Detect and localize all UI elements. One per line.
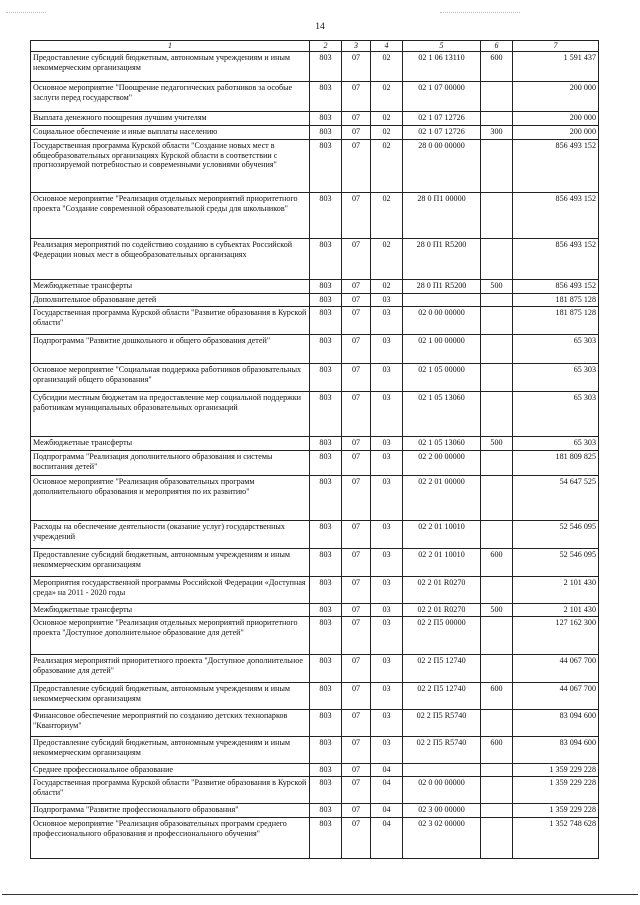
subsection-code: 03 xyxy=(371,655,403,683)
item-name: Подпрограмма "Развитие дошкольного и общего образования детей" xyxy=(31,335,310,364)
section-code: 07 xyxy=(342,126,371,140)
admin-code: 803 xyxy=(310,804,342,818)
admin-code: 803 xyxy=(310,764,342,777)
expense-type-code xyxy=(481,617,513,655)
subsection-code: 03 xyxy=(371,710,403,737)
target-article-code: 02 0 00 00000 xyxy=(403,307,481,335)
amount: 181 875 128 xyxy=(513,294,599,307)
target-article-code: 28 0 П1 R5200 xyxy=(403,280,481,294)
amount: 856 493 152 xyxy=(513,140,599,193)
expense-type-code xyxy=(481,777,513,804)
item-name: Подпрограмма "Развитие профессионального образования" xyxy=(31,804,310,818)
table-row xyxy=(31,710,599,737)
section-code: 07 xyxy=(342,294,371,307)
item-name: Государственная программа Курской области "Развитие образования в Курской области" xyxy=(31,307,310,335)
target-article-code: 02 3 00 00000 xyxy=(403,804,481,818)
section-code: 07 xyxy=(342,364,371,392)
subsection-code: 02 xyxy=(371,82,403,112)
section-code: 07 xyxy=(342,577,371,604)
amount: 856 493 152 xyxy=(513,193,599,239)
admin-code: 803 xyxy=(310,126,342,140)
table-row xyxy=(31,655,599,683)
target-article-code: 02 1 07 12726 xyxy=(403,126,481,140)
subsection-code: 03 xyxy=(371,683,403,710)
item-name: Межбюджетные трансферты xyxy=(31,437,310,451)
scan-artifact xyxy=(440,12,520,14)
amount: 52 546 095 xyxy=(513,549,599,577)
amount: 1 359 229 228 xyxy=(513,764,599,777)
column-number-row xyxy=(31,41,599,52)
item-name: Расходы на обеспечение деятельности (оказание услуг) государственных учреждений xyxy=(31,521,310,549)
item-name: Предоставление субсидий бюджетным, автономным учреждениям и иным некоммерческим организациям xyxy=(31,549,310,577)
expense-type-code xyxy=(481,140,513,193)
column-number: 1 xyxy=(31,41,310,52)
expense-type-code: 600 xyxy=(481,737,513,764)
item-name: Межбюджетные трансферты xyxy=(31,604,310,617)
column-number: 2 xyxy=(310,41,342,52)
amount: 856 493 152 xyxy=(513,239,599,280)
budget-table xyxy=(30,40,599,859)
item-name: Основное мероприятие "Реализация образовательных программ дополнительного образования и мероприятия по их развитию" xyxy=(31,476,310,521)
section-code: 07 xyxy=(342,82,371,112)
expense-type-code xyxy=(481,818,513,859)
subsection-code: 02 xyxy=(371,126,403,140)
table-row xyxy=(31,683,599,710)
expense-type-code xyxy=(481,476,513,521)
target-article-code: 02 1 06 13110 xyxy=(403,52,481,82)
table-row xyxy=(31,140,599,193)
amount: 127 162 300 xyxy=(513,617,599,655)
expense-type-code: 600 xyxy=(481,683,513,710)
subsection-code: 03 xyxy=(371,294,403,307)
table-body xyxy=(31,52,599,859)
table-row xyxy=(31,737,599,764)
table-row xyxy=(31,364,599,392)
section-code: 07 xyxy=(342,52,371,82)
expense-type-code xyxy=(481,294,513,307)
target-article-code: 02 2 П5 12740 xyxy=(403,655,481,683)
subsection-code: 02 xyxy=(371,239,403,280)
target-article-code: 02 1 05 13060 xyxy=(403,437,481,451)
item-name: Предоставление субсидий бюджетным, автономным учреждениям и иным некоммерческим организациям xyxy=(31,683,310,710)
expense-type-code xyxy=(481,655,513,683)
admin-code: 803 xyxy=(310,549,342,577)
target-article-code: 02 2 01 10010 xyxy=(403,549,481,577)
table-row xyxy=(31,307,599,335)
expense-type-code xyxy=(481,764,513,777)
table-row xyxy=(31,294,599,307)
admin-code: 803 xyxy=(310,364,342,392)
admin-code: 803 xyxy=(310,140,342,193)
section-code: 07 xyxy=(342,280,371,294)
amount: 200 000 xyxy=(513,126,599,140)
table-row xyxy=(31,52,599,82)
amount: 83 094 600 xyxy=(513,710,599,737)
target-article-code: 02 2 01 00000 xyxy=(403,476,481,521)
table-row xyxy=(31,82,599,112)
subsection-code: 03 xyxy=(371,335,403,364)
amount: 1 352 748 628 xyxy=(513,818,599,859)
admin-code: 803 xyxy=(310,451,342,476)
subsection-code: 02 xyxy=(371,52,403,82)
amount: 181 809 825 xyxy=(513,451,599,476)
admin-code: 803 xyxy=(310,239,342,280)
section-code: 07 xyxy=(342,683,371,710)
admin-code: 803 xyxy=(310,710,342,737)
subsection-code: 03 xyxy=(371,604,403,617)
expense-type-code: 500 xyxy=(481,280,513,294)
expense-type-code xyxy=(481,364,513,392)
section-code: 07 xyxy=(342,655,371,683)
expense-type-code: 500 xyxy=(481,604,513,617)
admin-code: 803 xyxy=(310,392,342,437)
amount: 200 000 xyxy=(513,82,599,112)
column-number: 3 xyxy=(342,41,371,52)
admin-code: 803 xyxy=(310,437,342,451)
item-name: Социальное обеспечение и иные выплаты населению xyxy=(31,126,310,140)
target-article-code: 02 0 00 00000 xyxy=(403,777,481,804)
subsection-code: 04 xyxy=(371,818,403,859)
bottom-rule xyxy=(2,894,638,895)
section-code: 07 xyxy=(342,764,371,777)
item-name: Реализация мероприятий приоритетного проекта "Доступное дополнительное образование для детей" xyxy=(31,655,310,683)
amount: 54 647 525 xyxy=(513,476,599,521)
expense-type-code: 500 xyxy=(481,437,513,451)
section-code: 07 xyxy=(342,437,371,451)
subsection-code: 04 xyxy=(371,804,403,818)
amount: 44 067 700 xyxy=(513,655,599,683)
page-number: 14 xyxy=(315,22,325,32)
subsection-code: 02 xyxy=(371,140,403,193)
admin-code: 803 xyxy=(310,112,342,126)
admin-code: 803 xyxy=(310,307,342,335)
scan-artifact xyxy=(6,12,46,14)
expense-type-code xyxy=(481,307,513,335)
table-row xyxy=(31,764,599,777)
target-article-code: 02 2 П5 12740 xyxy=(403,683,481,710)
amount: 1 359 229 228 xyxy=(513,777,599,804)
expense-type-code: 600 xyxy=(481,52,513,82)
amount: 65 303 xyxy=(513,437,599,451)
table-row xyxy=(31,335,599,364)
item-name: Межбюджетные трансферты xyxy=(31,280,310,294)
target-article-code: 02 1 05 00000 xyxy=(403,364,481,392)
column-number: 6 xyxy=(481,41,513,52)
section-code: 07 xyxy=(342,549,371,577)
target-article-code: 28 0 П1 00000 xyxy=(403,193,481,239)
amount: 2 101 430 xyxy=(513,577,599,604)
item-name: Среднее профессиональное образование xyxy=(31,764,310,777)
column-number: 4 xyxy=(371,41,403,52)
table-row xyxy=(31,577,599,604)
target-article-code: 02 2 П5 R5740 xyxy=(403,710,481,737)
subsection-code: 04 xyxy=(371,777,403,804)
expense-type-code xyxy=(481,82,513,112)
subsection-code: 03 xyxy=(371,364,403,392)
admin-code: 803 xyxy=(310,476,342,521)
column-number: 7 xyxy=(513,41,599,52)
subsection-code: 03 xyxy=(371,617,403,655)
admin-code: 803 xyxy=(310,521,342,549)
expense-type-code: 600 xyxy=(481,549,513,577)
expense-type-code xyxy=(481,577,513,604)
table-row xyxy=(31,437,599,451)
expense-type-code xyxy=(481,710,513,737)
target-article-code: 28 0 00 00000 xyxy=(403,140,481,193)
table-row xyxy=(31,818,599,859)
amount: 200 000 xyxy=(513,112,599,126)
amount: 65 303 xyxy=(513,364,599,392)
admin-code: 803 xyxy=(310,818,342,859)
subsection-code: 03 xyxy=(371,451,403,476)
item-name: Предоставление субсидий бюджетным, автономным учреждениям и иным некоммерческим организациям xyxy=(31,737,310,764)
target-article-code: 02 1 07 00000 xyxy=(403,82,481,112)
amount: 2 101 430 xyxy=(513,604,599,617)
amount: 52 546 095 xyxy=(513,521,599,549)
table-row xyxy=(31,476,599,521)
section-code: 07 xyxy=(342,737,371,764)
admin-code: 803 xyxy=(310,777,342,804)
target-article-code: 02 2 01 R0270 xyxy=(403,604,481,617)
subsection-code: 03 xyxy=(371,437,403,451)
target-article-code: 02 2 П5 R5740 xyxy=(403,737,481,764)
section-code: 07 xyxy=(342,521,371,549)
item-name: Основное мероприятие "Социальная поддержка работников образовательных организаций общего образования" xyxy=(31,364,310,392)
section-code: 07 xyxy=(342,804,371,818)
expense-type-code xyxy=(481,112,513,126)
target-article-code: 02 2 П5 00000 xyxy=(403,617,481,655)
expense-type-code xyxy=(481,335,513,364)
item-name: Основное мероприятие "Реализация образовательных программ среднего профессионального образования и профессионального обучения" xyxy=(31,818,310,859)
table-row xyxy=(31,804,599,818)
item-name: Государственная программа Курской области "Развитие образования в Курской области" xyxy=(31,777,310,804)
item-name: Подпрограмма "Реализация дополнительного образования и системы воспитания детей" xyxy=(31,451,310,476)
target-article-code: 02 2 01 10010 xyxy=(403,521,481,549)
item-name: Государственная программа Курской области "Создание новых мест в общеобразовательных организациях Курской области в соответствии с прогнозируемой потребностью и современными условиями обучения" xyxy=(31,140,310,193)
section-code: 07 xyxy=(342,451,371,476)
expense-type-code xyxy=(481,521,513,549)
table-row xyxy=(31,193,599,239)
admin-code: 803 xyxy=(310,683,342,710)
table-row xyxy=(31,617,599,655)
subsection-code: 03 xyxy=(371,737,403,764)
item-name: Основное мероприятие "Поощрение педагогических работников за особые заслуги перед государством" xyxy=(31,82,310,112)
amount: 181 875 128 xyxy=(513,307,599,335)
subsection-code: 03 xyxy=(371,521,403,549)
table-row xyxy=(31,549,599,577)
admin-code: 803 xyxy=(310,335,342,364)
expense-type-code xyxy=(481,392,513,437)
section-code: 07 xyxy=(342,140,371,193)
target-article-code: 02 2 01 R0270 xyxy=(403,577,481,604)
amount: 856 493 152 xyxy=(513,280,599,294)
section-code: 07 xyxy=(342,604,371,617)
target-article-code: 02 2 00 00000 xyxy=(403,451,481,476)
admin-code: 803 xyxy=(310,82,342,112)
amount: 83 094 600 xyxy=(513,737,599,764)
target-article-code: 02 1 00 00000 xyxy=(403,335,481,364)
section-code: 07 xyxy=(342,307,371,335)
expense-type-code xyxy=(481,804,513,818)
target-article-code: 28 0 П1 R5200 xyxy=(403,239,481,280)
table-row xyxy=(31,280,599,294)
admin-code: 803 xyxy=(310,604,342,617)
section-code: 07 xyxy=(342,818,371,859)
admin-code: 803 xyxy=(310,193,342,239)
subsection-code: 03 xyxy=(371,392,403,437)
section-code: 07 xyxy=(342,392,371,437)
subsection-code: 02 xyxy=(371,112,403,126)
item-name: Субсидии местным бюджетам на предоставление мер социальной поддержки работникам муниципальных образовательных организаций xyxy=(31,392,310,437)
subsection-code: 04 xyxy=(371,764,403,777)
expense-type-code: 300 xyxy=(481,126,513,140)
table-row xyxy=(31,239,599,280)
item-name: Выплата денежного поощрения лучшим учителям xyxy=(31,112,310,126)
section-code: 07 xyxy=(342,193,371,239)
expense-type-code xyxy=(481,451,513,476)
amount: 1 359 229 228 xyxy=(513,804,599,818)
target-article-code: 02 1 07 12726 xyxy=(403,112,481,126)
admin-code: 803 xyxy=(310,294,342,307)
section-code: 07 xyxy=(342,112,371,126)
section-code: 07 xyxy=(342,476,371,521)
table-row xyxy=(31,521,599,549)
table-row xyxy=(31,604,599,617)
subsection-code: 03 xyxy=(371,476,403,521)
section-code: 07 xyxy=(342,777,371,804)
admin-code: 803 xyxy=(310,52,342,82)
item-name: Реализация мероприятий по содействию созданию в субъектах Российской Федерации новых мест в общеобразовательных организациях xyxy=(31,239,310,280)
target-article-code xyxy=(403,294,481,307)
subsection-code: 03 xyxy=(371,307,403,335)
table-row xyxy=(31,451,599,476)
amount: 44 067 700 xyxy=(513,683,599,710)
item-name: Основное мероприятие "Реализация отдельных мероприятий приоритетного проекта "Создание современной образовательной среды для школьников" xyxy=(31,193,310,239)
expense-type-code xyxy=(481,193,513,239)
table-row xyxy=(31,392,599,437)
table-row xyxy=(31,112,599,126)
subsection-code: 02 xyxy=(371,280,403,294)
admin-code: 803 xyxy=(310,617,342,655)
item-name: Дополнительное образование детей xyxy=(31,294,310,307)
column-number: 5 xyxy=(403,41,481,52)
section-code: 07 xyxy=(342,617,371,655)
admin-code: 803 xyxy=(310,280,342,294)
section-code: 07 xyxy=(342,335,371,364)
amount: 65 303 xyxy=(513,335,599,364)
table-row xyxy=(31,126,599,140)
target-article-code xyxy=(403,764,481,777)
section-code: 07 xyxy=(342,239,371,280)
expense-type-code xyxy=(481,239,513,280)
item-name: Финансовое обеспечение мероприятий по созданию детских технопарков "Кванториум" xyxy=(31,710,310,737)
subsection-code: 03 xyxy=(371,577,403,604)
amount: 65 303 xyxy=(513,392,599,437)
admin-code: 803 xyxy=(310,737,342,764)
target-article-code: 02 3 02 00000 xyxy=(403,818,481,859)
amount: 1 591 437 xyxy=(513,52,599,82)
table-row xyxy=(31,777,599,804)
target-article-code: 02 1 05 13060 xyxy=(403,392,481,437)
admin-code: 803 xyxy=(310,655,342,683)
item-name: Мероприятия государственной программы Российской Федерации «Доступная среда» на 2011 - 2020 годы xyxy=(31,577,310,604)
admin-code: 803 xyxy=(310,577,342,604)
subsection-code: 02 xyxy=(371,193,403,239)
section-code: 07 xyxy=(342,710,371,737)
subsection-code: 03 xyxy=(371,549,403,577)
item-name: Предоставление субсидий бюджетным, автономным учреждениям и иным некоммерческим организациям xyxy=(31,52,310,82)
item-name: Основное мероприятие "Реализация отдельных мероприятий приоритетного проекта "Доступное дополнительное образование для детей" xyxy=(31,617,310,655)
